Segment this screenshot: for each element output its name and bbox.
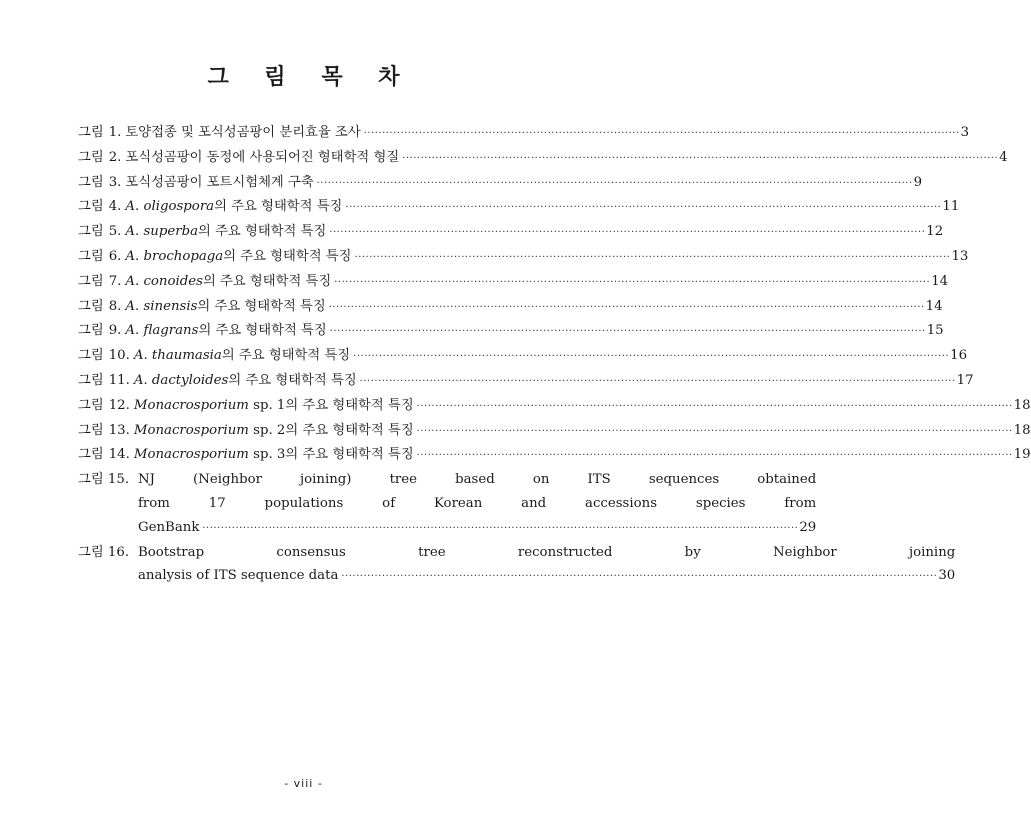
- figure-label: 그림: [78, 149, 104, 165]
- species-name: Monacrosporium: [133, 397, 249, 413]
- figure-number: 7.: [108, 273, 122, 289]
- figure-label: 그림: [78, 174, 104, 190]
- figure-caption: [138, 541, 955, 590]
- caption-text: GenBank: [138, 519, 200, 535]
- figure-label: 그림: [78, 372, 104, 388]
- figure-entry: [78, 245, 969, 270]
- caption-text: 의 주요 형태학적 특징: [228, 372, 357, 388]
- figure-entry: [78, 394, 1031, 419]
- species-name: A. dactyloides: [133, 372, 229, 388]
- page-ref: 12: [926, 224, 944, 240]
- page-number: - viii -: [284, 777, 323, 790]
- dot-leader: [334, 271, 930, 295]
- figure-entry: [78, 319, 944, 344]
- species-name: A. flagrans: [125, 323, 199, 339]
- figure-label: 그림: [78, 422, 104, 438]
- species-name: A. brochopaga: [125, 248, 224, 264]
- figure-caption: [125, 121, 360, 145]
- caption-text: 포식성곰팡이 동정에 사용되어진 형태학적 형질: [125, 149, 400, 165]
- figure-caption: [125, 295, 325, 319]
- dot-leader: [417, 420, 1013, 444]
- species-name: Monacrosporium: [133, 422, 249, 438]
- figure-number: 1.: [108, 125, 122, 140]
- figure-number: 3.: [108, 174, 122, 190]
- dot-leader: [341, 565, 937, 589]
- caption-text: 의 주요 형태학적 특징: [214, 199, 343, 215]
- page-ref: 29: [799, 519, 817, 535]
- species-name: A. sinensis: [125, 298, 198, 314]
- species-name: Monacrosporium: [133, 447, 249, 463]
- figure-caption: [134, 419, 414, 443]
- figure-caption: [125, 171, 313, 195]
- species-name: A. oligospora: [125, 199, 215, 215]
- figure-number: 11.: [108, 372, 130, 388]
- figure-caption: [134, 394, 414, 418]
- page-ref: 19: [1013, 447, 1031, 463]
- figure-caption: [125, 146, 399, 170]
- page-ref: 15: [926, 323, 944, 339]
- caption-text: 의 주요 형태학적 특징: [223, 248, 352, 264]
- figure-caption: [134, 443, 414, 467]
- page-ref: 11: [942, 199, 960, 215]
- dot-leader: [345, 196, 941, 220]
- dot-leader: [417, 395, 1013, 419]
- figure-number: 9.: [108, 323, 122, 339]
- page-ref: 17: [956, 372, 974, 388]
- page-ref: 13: [951, 248, 969, 264]
- figure-entry: [78, 195, 960, 220]
- figure-entry: [78, 443, 1031, 468]
- figure-list: [78, 121, 1031, 589]
- figure-caption: [138, 468, 816, 540]
- caption-line: NJ (Neighbor joining) tree based on ITS sequences obtained: [138, 472, 817, 488]
- caption-text: sp. 3의 주요 형태학적 특징: [248, 447, 414, 463]
- caption-text: 토양접종 및 포식성곰팡이 분리효율 조사: [125, 125, 361, 140]
- figure-label: 그림: [78, 199, 104, 215]
- figure-caption: [125, 245, 351, 269]
- page-ref: 3: [960, 125, 970, 140]
- page-ref: 18: [1013, 397, 1031, 413]
- figure-label: 그림: [78, 125, 104, 140]
- figure-caption: [125, 319, 326, 343]
- figure-label: 그림 16.: [78, 544, 130, 560]
- figure-entry: [78, 369, 974, 394]
- caption-text: 의 주요 형태학적 특징: [202, 273, 332, 289]
- dot-leader: [364, 122, 960, 146]
- caption-text: 의 주요 형태학적 특징: [197, 298, 326, 314]
- figure-number: 13.: [108, 422, 130, 438]
- figure-label: 그림: [78, 447, 104, 463]
- figure-caption: [125, 220, 326, 244]
- figure-number: 10.: [108, 348, 130, 364]
- figure-number: 14.: [108, 447, 130, 463]
- dot-leader: [329, 221, 925, 245]
- page-ref: 14: [931, 273, 949, 289]
- figure-entry: [78, 121, 970, 146]
- caption-text: sp. 2의 주요 형태학적 특징: [248, 422, 414, 438]
- caption-text: 의 주요 형태학적 특징: [198, 224, 327, 240]
- dot-leader: [317, 172, 913, 196]
- figure-entry: [78, 419, 1031, 444]
- figure-number: 6.: [108, 248, 122, 264]
- dot-leader: [329, 296, 925, 320]
- figure-entry: [78, 541, 956, 590]
- figure-entry: [78, 270, 949, 295]
- figure-number: 12.: [108, 397, 130, 413]
- caption-text: analysis of ITS sequence data: [138, 568, 339, 584]
- page-ref: 18: [1013, 422, 1031, 438]
- figure-number: 2.: [108, 149, 122, 165]
- figure-label: 그림: [78, 273, 104, 289]
- caption-last-line: [138, 564, 955, 589]
- caption-text: 의 주요 형태학적 특징: [198, 323, 327, 339]
- figure-entry: [78, 146, 1008, 171]
- figure-entry: [78, 171, 923, 196]
- dot-leader: [330, 320, 926, 344]
- dot-leader: [355, 246, 951, 270]
- figure-caption: [134, 344, 350, 368]
- figure-number: 8.: [108, 298, 122, 314]
- dot-leader: [353, 345, 949, 369]
- caption-line: Bootstrap consensus tree reconstructed by Neighbor joining: [138, 544, 956, 560]
- figure-number: 5.: [108, 224, 122, 240]
- page-title: 그 림 목 차: [207, 64, 414, 90]
- dot-leader: [417, 444, 1013, 468]
- page-ref: 16: [950, 348, 968, 364]
- caption-text: 의 주요 형태학적 특징: [221, 348, 351, 364]
- figure-entry: [78, 220, 944, 245]
- figure-entry: [78, 344, 968, 369]
- caption-text: sp. 1의 주요 형태학적 특징: [248, 397, 414, 413]
- figure-label: 그림: [78, 224, 104, 240]
- figure-label: 그림: [78, 248, 104, 264]
- figure-entry: [78, 468, 817, 540]
- figure-label: 그림: [78, 397, 104, 413]
- species-name: A. thaumasia: [133, 348, 222, 364]
- caption-text: 포식성곰팡이 포트시험체계 구축: [125, 174, 314, 190]
- figure-caption: [125, 195, 342, 219]
- figure-label: 그림: [78, 298, 104, 314]
- species-name: A. superba: [125, 224, 199, 240]
- figure-label: 그림 15.: [78, 472, 130, 488]
- caption-line: from 17 populations of Korean and accessions species from: [138, 495, 817, 511]
- dot-leader: [360, 370, 956, 394]
- figure-entry: [78, 295, 943, 320]
- species-name: A. conoides: [125, 273, 203, 289]
- figure-label: 그림: [78, 348, 104, 364]
- page-ref: 14: [925, 298, 943, 314]
- figure-number: 4.: [108, 199, 122, 215]
- caption-last-line: [138, 516, 816, 541]
- page-ref: 30: [938, 568, 956, 584]
- figure-label: 그림: [78, 323, 104, 339]
- figure-caption: [134, 369, 357, 393]
- page-ref: 9: [913, 174, 923, 190]
- figure-caption: [125, 270, 331, 294]
- dot-leader: [202, 517, 798, 541]
- dot-leader: [402, 147, 998, 171]
- page-ref: 4: [999, 149, 1008, 165]
